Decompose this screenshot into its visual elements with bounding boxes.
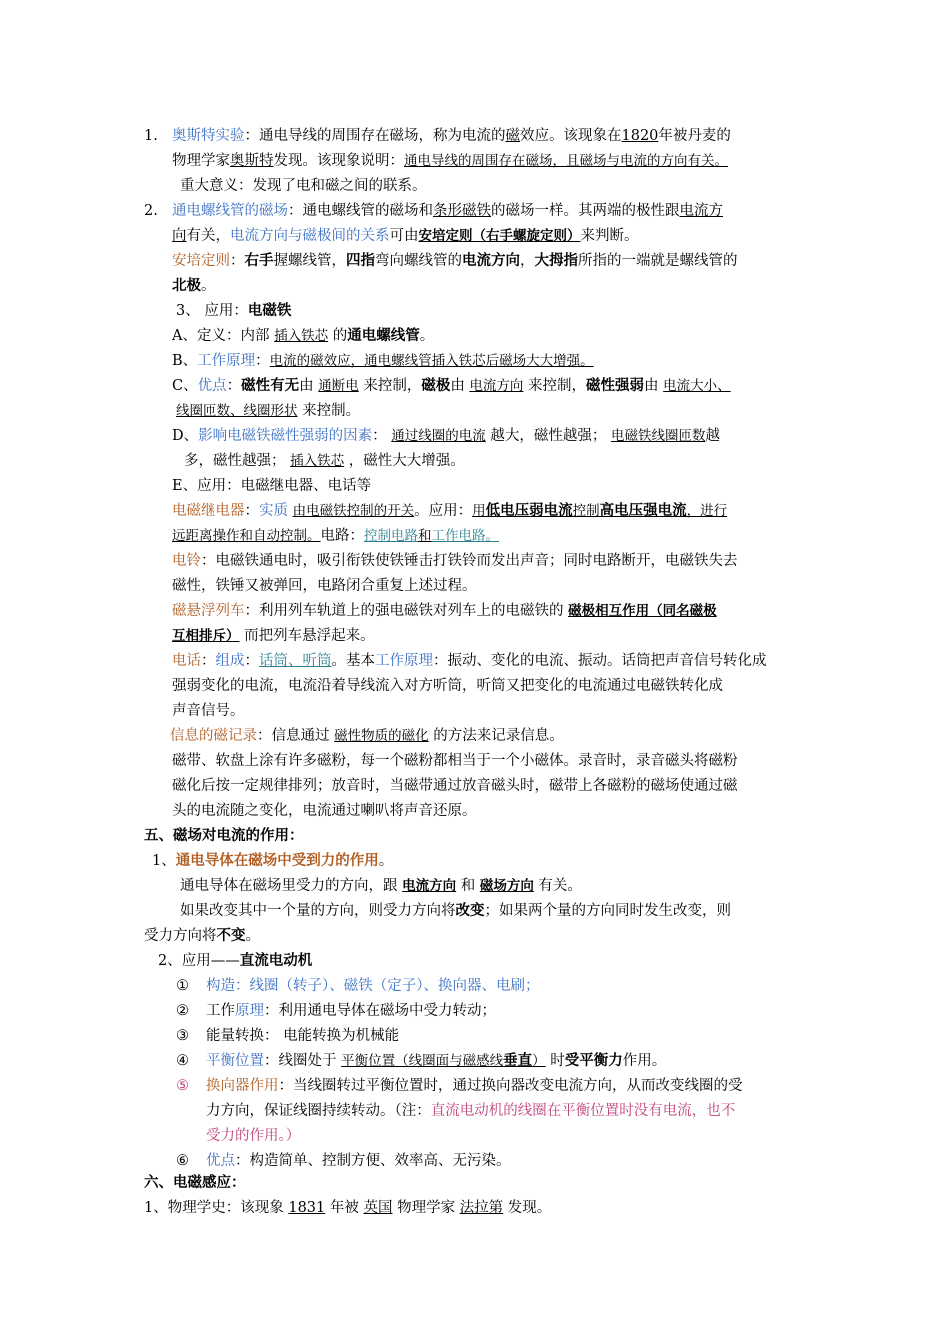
- paragraph-line: 声音信号。: [172, 703, 245, 719]
- paragraph-line: 物理学家奥斯特发现。该现象说明：通电导线的周围存在磁场，且磁场与电流的方向有关。: [172, 153, 728, 169]
- paragraph-line: 磁性，铁锤又被弹回，电路闭合重复上述过程。: [172, 578, 477, 594]
- paragraph-line: 电话：组成：话筒、听筒。基本工作原理：振动、变化的电流、振动。话筒把声音信号转化成: [172, 653, 767, 669]
- term-oersted-experiment: 奥斯特实验: [172, 128, 245, 144]
- paragraph-line: 强弱变化的电流，电流沿着导线流入对方听筒，听筒又把变化的电流通过电磁铁转化成: [172, 678, 723, 694]
- circled-number: ②: [176, 1003, 189, 1019]
- section-title: 六、电磁感应：: [144, 1174, 246, 1191]
- list-item: 优点：构造简单、控制方便、效率高、无污染。: [206, 1153, 511, 1169]
- list-item: 构造：线圈（转子）、磁铁（定子）、换向器、电刷；: [206, 978, 540, 994]
- paragraph-line: 向有关，电流方向与磁极间的关系可由安培定则（右手螺旋定则）来判断。: [172, 228, 639, 244]
- list-item: 能量转换： 电能转换为机械能: [206, 1028, 400, 1044]
- paragraph-line: 磁悬浮列车：利用列车轨道上的强电磁铁对列车上的电磁铁的 磁极相互作用（同名磁极: [172, 603, 717, 619]
- paragraph-line: 1、通电导体在磁场中受到力的作用。: [152, 852, 394, 869]
- paragraph-line: 电铃：电磁铁通电时，吸引衔铁使铁锤击打铁铃而发出声音；同时电路断开，电磁铁失去: [172, 553, 738, 569]
- paragraph-line: D、影响电磁铁磁性强弱的因素： 通过线圈的电流 越大，磁性越强； 电磁铁线圈匝数越: [172, 428, 720, 444]
- paragraph-line: 磁带、软盘上涂有许多磁粉，每一个磁粉都相当于一个小磁体。录音时，录音磁头将磁粉: [172, 753, 738, 769]
- paragraph-line: E、应用：电磁继电器、电话等: [172, 478, 372, 494]
- list-item-continued: 受力的作用。）: [206, 1128, 301, 1144]
- paragraph-line: 重大意义：发现了电和磁之间的联系。: [180, 178, 427, 194]
- circled-number: ⑥: [176, 1153, 189, 1169]
- paragraph-line: 安培定则：右手握螺线管，四指弯向螺线管的电流方向，大拇指所指的一端就是螺线管的: [172, 252, 738, 269]
- paragraph-line: 信息的磁记录：信息通过 磁性物质的磁化 的方法来记录信息。: [170, 728, 564, 744]
- paragraph-line: 通电导体在磁场里受力的方向，跟 电流方向 和 磁场方向 有关。: [180, 878, 582, 894]
- circled-number: ④: [176, 1053, 189, 1069]
- list-number: 2.: [144, 203, 158, 219]
- paragraph-line: C、优点：磁性有无由 通断电 来控制，磁极由 电流方向 来控制，磁性强弱由 电流大小、: [172, 377, 731, 394]
- circled-number: ⑤: [176, 1078, 189, 1094]
- paragraph-line: 2、应用——直流电动机: [158, 952, 313, 969]
- paragraph-line: 电磁继电器：实质 由电磁铁控制的开关。应用：用低电压弱电流控制高电压强电流，进行: [172, 502, 728, 519]
- circled-number: ③: [176, 1028, 189, 1044]
- paragraph-line: 通电螺线管的磁场：通电螺线管的磁场和条形磁铁的磁场一样。其两端的极性跟电流方: [172, 203, 723, 219]
- list-item: 换向器作用：当线圈转过平衡位置时，通过换向器改变电流方向，从而改变线圈的受: [206, 1078, 743, 1094]
- list-item: 工作原理：利用通电导体在磁场中受力转动；: [206, 1003, 496, 1019]
- paragraph-line: 北极。: [172, 277, 216, 294]
- paragraph-line: 互相排斥） 而把列车悬浮起来。: [172, 628, 375, 644]
- paragraph-line: A、定义：内部 插入铁芯 的通电螺线管。: [172, 327, 435, 344]
- paragraph-line: 受力方向将不变。: [144, 927, 260, 944]
- paragraph-line: 奥斯特实验：通电导线的周围存在磁场，称为电流的磁效应。该现象在1820年被丹麦的: [172, 128, 731, 144]
- paragraph-line: B、工作原理：电流的磁效应，通电螺线管插入铁芯后磁场大大增强。: [172, 353, 594, 369]
- list-item-continued: 力方向，保证线圈持续转动。（注：直流电动机的线圈在平衡位置时没有电流，也不: [206, 1103, 736, 1119]
- section-heading: 3、 应用：电磁铁: [176, 302, 292, 319]
- paragraph-line: 远距离操作和自动控制。电路：控制电路和工作电路。: [172, 528, 499, 544]
- paragraph-line: 磁化后按一定规律排列；放音时，当磁带通过放音磁头时，磁带上各磁粉的磁场使通过磁: [172, 778, 738, 794]
- paragraph-line: 线圈匝数、线圈形状 来控制。: [176, 403, 361, 419]
- circled-number: ①: [176, 978, 189, 994]
- paragraph-line: 头的电流随之变化，电流通过喇叭将声音还原。: [172, 803, 477, 819]
- list-number: 1.: [144, 128, 158, 144]
- paragraph-line: 多，磁性越强； 插入铁芯 ，磁性大大增强。: [184, 453, 465, 469]
- paragraph-line: 如果改变其中一个量的方向，则受力方向将改变；如果两个量的方向同时发生改变，则: [180, 902, 731, 919]
- list-item: 平衡位置：线圈处于 平衡位置（线圈面与磁感线垂直） 时受平衡力作用。: [206, 1052, 667, 1069]
- section-title: 五、磁场对电流的作用：: [144, 827, 304, 844]
- paragraph-line: 1、物理学史：该现象 1831 年被 英国 物理学家 法拉第 发现。: [144, 1200, 552, 1216]
